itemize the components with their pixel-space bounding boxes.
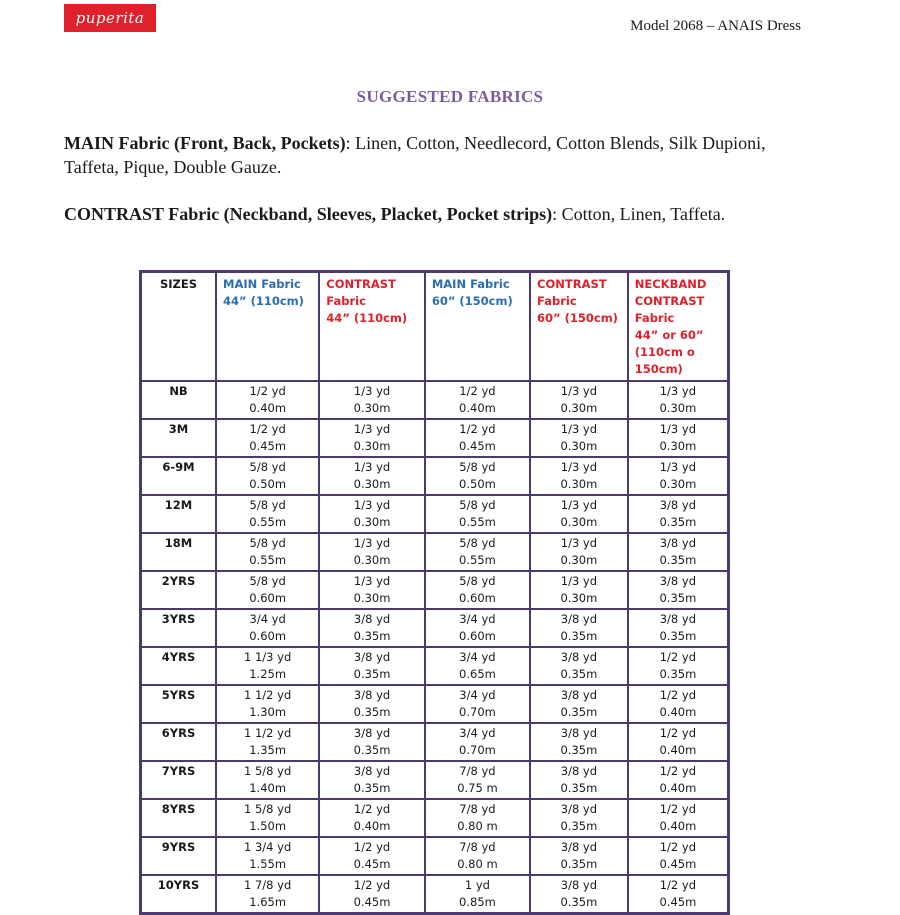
main-44-cell [216, 723, 319, 761]
contrast-fabric-60-header [530, 272, 628, 382]
yardage-value: 1/3 yd [353, 384, 391, 398]
neckband-cell [628, 875, 729, 914]
header-line: CONTRAST [326, 277, 396, 291]
meterage-value: 0.50m [249, 477, 287, 491]
yardage-value: 5/8 yd [459, 460, 496, 474]
header-line: 44” (110cm) [223, 294, 304, 308]
yardage-value: 1/3 yd [659, 422, 697, 436]
meterage-value: 0.45m [353, 857, 391, 871]
yardage-value: 3/4 yd [459, 650, 496, 664]
header-line: SIZES [159, 277, 198, 291]
yardage-value: 1/3 yd [353, 536, 391, 550]
yardage-value: 1/3 yd [659, 384, 697, 398]
neckband-cell [628, 495, 729, 533]
contrast-60-cell [530, 457, 628, 495]
yardage-value: 1/2 yd [459, 384, 496, 398]
yardage-value: 1/3 yd [560, 460, 598, 474]
table-row [141, 609, 729, 647]
meterage-value: 1.25m [249, 667, 287, 681]
yardage-value: 3/8 yd [353, 688, 391, 702]
header-line: MAIN Fabric [223, 277, 301, 291]
header-line: MAIN Fabric [431, 277, 510, 291]
yardage-value: 3/8 yd [659, 498, 697, 512]
yardage-value: 1/2 yd [659, 802, 697, 816]
size-cell: 3M [141, 419, 217, 457]
contrast-44-cell [319, 495, 425, 533]
main-60-cell [425, 685, 530, 723]
contrast-60-cell [530, 837, 628, 875]
meterage-value: 0.35m [353, 743, 391, 757]
meterage-value: 0.30m [353, 401, 391, 415]
yardage-value: 5/8 yd [459, 574, 496, 588]
meterage-value: 0.35m [560, 857, 598, 871]
meterage-value: 1.65m [249, 895, 287, 909]
yardage-value: 5/8 yd [459, 498, 496, 512]
meterage-value: 0.35m [353, 781, 391, 795]
table-body [141, 381, 729, 914]
meterage-value: 0.60m [249, 629, 287, 643]
yardage-value: 1/2 yd [353, 840, 391, 854]
header-line: (110cm o [634, 345, 695, 359]
yardage-value: 1/3 yd [560, 384, 598, 398]
main-60-cell [425, 647, 530, 685]
main-44-cell [216, 875, 319, 914]
contrast-44-cell [319, 837, 425, 875]
yardage-value: 3/8 yd [659, 536, 697, 550]
contrast-60-cell [530, 647, 628, 685]
meterage-value: 0.40m [659, 705, 697, 719]
meterage-value: 0.35m [659, 591, 697, 605]
contrast-60-cell [530, 495, 628, 533]
main-60-cell [425, 761, 530, 799]
meterage-value: 1.35m [249, 743, 287, 757]
contrast-44-cell [319, 533, 425, 571]
yardage-value: 1/2 yd [659, 726, 697, 740]
meterage-value: 1.30m [249, 705, 287, 719]
meterage-value: 0.45m [659, 857, 697, 871]
contrast-60-cell [530, 875, 628, 914]
main-fabric-60-header [425, 272, 530, 382]
main-60-cell [425, 495, 530, 533]
contrast-44-cell [319, 609, 425, 647]
yardage-value: 1/3 yd [659, 460, 697, 474]
neckband-cell [628, 571, 729, 609]
neckband-cell [628, 609, 729, 647]
meterage-value: 0.35m [560, 819, 598, 833]
meterage-value: 0.60m [249, 591, 287, 605]
size-cell: 2YRS [141, 571, 217, 609]
yardage-value: 1/2 yd [659, 840, 697, 854]
meterage-value: 0.30m [353, 477, 391, 491]
yardage-value: 1/2 yd [353, 802, 391, 816]
contrast-44-cell [319, 647, 425, 685]
yardage-value: 3/8 yd [353, 726, 391, 740]
yardage-value: 7/8 yd [459, 840, 496, 854]
size-cell: NB [141, 381, 217, 419]
contrast-44-cell [319, 381, 425, 419]
meterage-value: 0.35m [560, 667, 598, 681]
yardage-value: 7/8 yd [459, 764, 496, 778]
contrast-60-cell [530, 419, 628, 457]
size-cell: 8YRS [141, 799, 217, 837]
meterage-value: 0.30m [560, 591, 598, 605]
main-44-cell [216, 419, 319, 457]
main-60-cell [425, 571, 530, 609]
contrast-60-cell [530, 799, 628, 837]
yardage-value: 1/3 yd [560, 422, 598, 436]
neckband-cell [628, 419, 729, 457]
table-row [141, 381, 729, 419]
meterage-value: 0.45m [459, 439, 496, 453]
section-title: SUGGESTED FABRICS [356, 87, 544, 106]
main-60-cell [425, 723, 530, 761]
meterage-value: 0.30m [659, 401, 697, 415]
contrast-60-cell [530, 533, 628, 571]
header-line: Fabric [537, 294, 577, 308]
header-line: 60” (150cm) [537, 311, 618, 325]
neckband-cell [628, 647, 729, 685]
yardage-value: 1 7/8 yd [244, 878, 292, 892]
yardage-value: 1/2 yd [249, 384, 286, 398]
main-44-cell [216, 495, 319, 533]
meterage-value: 0.80 m [457, 819, 498, 833]
meterage-value: 0.40m [659, 819, 697, 833]
meterage-value: 0.70m [459, 705, 496, 719]
yardage-value: 5/8 yd [249, 536, 286, 550]
meterage-value: 0.55m [459, 515, 496, 529]
header-line: 44” or 60” [634, 328, 704, 342]
yardage-value: 1/3 yd [560, 536, 598, 550]
meterage-value: 0.30m [353, 591, 391, 605]
table-row [141, 723, 729, 761]
yardage-value: 3/8 yd [560, 878, 598, 892]
contrast-44-cell [319, 723, 425, 761]
puperita-logo: puperita [64, 4, 156, 32]
size-cell: 3YRS [141, 609, 217, 647]
header-line: NECKBAND [634, 277, 707, 291]
table-row [141, 571, 729, 609]
yardage-value: 1 1/3 yd [244, 650, 292, 664]
yardage-value: 3/8 yd [560, 688, 598, 702]
contrast-44-cell [319, 685, 425, 723]
yardage-value: 5/8 yd [249, 498, 286, 512]
yardage-value: 1/3 yd [560, 574, 598, 588]
table-row [141, 875, 729, 914]
contrast-44-cell [319, 457, 425, 495]
meterage-value: 0.40m [659, 781, 697, 795]
neckband-cell [628, 381, 729, 419]
meterage-value: 0.55m [459, 553, 496, 567]
main-44-cell [216, 647, 319, 685]
sizes-header [141, 272, 217, 382]
meterage-value: 0.35m [659, 553, 697, 567]
meterage-value: 0.35m [560, 743, 598, 757]
neckband-cell [628, 837, 729, 875]
yardage-value: 1/2 yd [459, 422, 496, 436]
header-line: CONTRAST [537, 277, 607, 291]
yardage-value: 1/3 yd [560, 498, 598, 512]
yardage-value: 1 1/2 yd [244, 726, 292, 740]
table-row [141, 533, 729, 571]
meterage-value: 0.40m [249, 401, 287, 415]
neckband-cell [628, 533, 729, 571]
main-fabric-44-header [216, 272, 319, 382]
neckband-cell [628, 723, 729, 761]
yardage-value: 1 5/8 yd [244, 764, 292, 778]
main-fabric-label: MAIN Fabric (Front, Back, Pockets) [64, 133, 346, 153]
meterage-value: 0.80 m [457, 857, 498, 871]
header-line: 44” (110cm) [326, 311, 408, 325]
yardage-value: 3/4 yd [459, 612, 496, 626]
main-60-cell [425, 381, 530, 419]
contrast-60-cell [530, 609, 628, 647]
contrast-60-cell [530, 685, 628, 723]
table-row [141, 837, 729, 875]
meterage-value: 1.40m [249, 781, 287, 795]
contrast-fabric-44-header [319, 272, 425, 382]
main-fabric-paragraph [64, 131, 824, 179]
yardage-value: 1/2 yd [659, 688, 697, 702]
table-row [141, 799, 729, 837]
meterage-value: 0.40m [459, 401, 496, 415]
contrast-60-cell [530, 571, 628, 609]
main-60-cell [425, 457, 530, 495]
yardage-value: 3/8 yd [560, 612, 598, 626]
size-cell: 12M [141, 495, 217, 533]
contrast-44-cell [319, 875, 425, 914]
yardage-value: 3/8 yd [353, 764, 391, 778]
meterage-value: 0.30m [560, 553, 598, 567]
contrast-fabric-list: : Cotton, Linen, Taffeta. [552, 204, 726, 224]
main-fabric-list: : Linen, Cotton, Needlecord, Cotton Blends, Silk Dupioni, Taffeta, Pique, Double Gauze. [64, 133, 766, 177]
header-line: Fabric [326, 294, 366, 308]
model-title: Model 2068 – ANAIS Dress [630, 18, 801, 34]
meterage-value: 0.85m [459, 895, 496, 909]
main-44-cell [216, 685, 319, 723]
yardage-value: 1/3 yd [353, 422, 391, 436]
meterage-value: 0.30m [659, 439, 697, 453]
contrast-44-cell [319, 571, 425, 609]
size-cell: 7YRS [141, 761, 217, 799]
yardage-value: 5/8 yd [249, 574, 286, 588]
yardage-value: 3/4 yd [249, 612, 286, 626]
yardage-value: 3/8 yd [659, 612, 697, 626]
meterage-value: 0.70m [459, 743, 496, 757]
main-60-cell [425, 419, 530, 457]
meterage-value: 0.35m [560, 629, 598, 643]
meterage-value: 0.35m [353, 667, 391, 681]
yardage-value: 3/8 yd [659, 574, 697, 588]
meterage-value: 0.75 m [457, 781, 498, 795]
size-cell: 10YRS [141, 875, 217, 914]
main-44-cell [216, 799, 319, 837]
contrast-fabric-paragraph [64, 202, 824, 226]
meterage-value: 0.35m [659, 667, 697, 681]
contrast-60-cell [530, 381, 628, 419]
yardage-value: 3/8 yd [560, 840, 598, 854]
yardage-value: 3/8 yd [353, 650, 391, 664]
main-60-cell [425, 533, 530, 571]
main-60-cell [425, 837, 530, 875]
yardage-value: 1/3 yd [353, 460, 391, 474]
header-line: 60” (150cm) [431, 294, 513, 308]
meterage-value: 0.35m [560, 781, 598, 795]
meterage-value: 0.60m [459, 629, 496, 643]
yardage-value: 3/8 yd [353, 612, 391, 626]
meterage-value: 0.35m [659, 629, 697, 643]
main-44-cell [216, 381, 319, 419]
yardage-value: 1 yd [464, 878, 490, 892]
yardage-value: 5/8 yd [459, 536, 496, 550]
contrast-60-cell [530, 723, 628, 761]
yardage-value: 3/8 yd [560, 726, 598, 740]
table-row [141, 647, 729, 685]
yardage-value: 3/8 yd [560, 650, 598, 664]
contrast-60-cell [530, 761, 628, 799]
yardage-value: 7/8 yd [459, 802, 496, 816]
meterage-value: 0.30m [353, 553, 391, 567]
yardage-value: 1/2 yd [659, 650, 697, 664]
contrast-fabric-label: CONTRAST Fabric (Neckband, Sleeves, Placket, Pocket strips) [64, 204, 553, 224]
table-row [141, 685, 729, 723]
size-cell: 9YRS [141, 837, 217, 875]
meterage-value: 0.35m [560, 705, 598, 719]
yardage-value: 3/4 yd [459, 688, 496, 702]
header-line: Fabric [634, 311, 675, 325]
yardage-value: 1/2 yd [659, 764, 697, 778]
meterage-value: 0.55m [249, 553, 287, 567]
meterage-value: 0.45m [249, 439, 287, 453]
yardage-value: 3/4 yd [459, 726, 496, 740]
neckband-cell [628, 457, 729, 495]
size-cell: 5YRS [141, 685, 217, 723]
meterage-value: 0.30m [353, 439, 391, 453]
main-60-cell [425, 799, 530, 837]
meterage-value: 0.60m [459, 591, 496, 605]
main-44-cell [216, 837, 319, 875]
meterage-value: 0.30m [560, 401, 598, 415]
meterage-value: 0.35m [353, 705, 391, 719]
meterage-value: 0.40m [659, 743, 697, 757]
main-44-cell [216, 761, 319, 799]
yardage-value: 1/2 yd [659, 878, 697, 892]
neckband-contrast-header [628, 272, 729, 382]
size-cell: 4YRS [141, 647, 217, 685]
table-row [141, 761, 729, 799]
table-header-row [141, 272, 729, 382]
meterage-value: 0.30m [560, 439, 598, 453]
table-row [141, 419, 729, 457]
header-line: CONTRAST [634, 294, 705, 308]
yardage-value: 1 1/2 yd [244, 688, 292, 702]
main-44-cell [216, 533, 319, 571]
yardage-value: 5/8 yd [249, 460, 286, 474]
meterage-value: 0.30m [560, 515, 598, 529]
yardage-value: 1/2 yd [353, 878, 391, 892]
contrast-44-cell [319, 761, 425, 799]
meterage-value: 0.30m [659, 477, 697, 491]
yardage-value: 1 5/8 yd [244, 802, 292, 816]
header-line: 150cm) [634, 362, 683, 376]
meterage-value: 0.35m [560, 895, 598, 909]
yardage-value: 3/8 yd [560, 764, 598, 778]
yardage-value: 1/3 yd [353, 574, 391, 588]
yardage-value: 1 3/4 yd [244, 840, 292, 854]
main-44-cell [216, 457, 319, 495]
fabric-requirements-table [139, 270, 730, 915]
table-row [141, 457, 729, 495]
main-60-cell [425, 875, 530, 914]
meterage-value: 0.35m [659, 515, 697, 529]
contrast-44-cell [319, 799, 425, 837]
neckband-cell [628, 761, 729, 799]
size-cell: 6YRS [141, 723, 217, 761]
yardage-value: 3/8 yd [560, 802, 598, 816]
contrast-44-cell [319, 419, 425, 457]
meterage-value: 0.30m [560, 477, 598, 491]
meterage-value: 0.65m [459, 667, 496, 681]
main-44-cell [216, 571, 319, 609]
neckband-cell [628, 799, 729, 837]
yardage-value: 1/2 yd [249, 422, 286, 436]
main-44-cell [216, 609, 319, 647]
meterage-value: 0.35m [353, 629, 391, 643]
size-cell: 18M [141, 533, 217, 571]
yardage-value: 1/3 yd [353, 498, 391, 512]
meterage-value: 0.55m [249, 515, 287, 529]
meterage-value: 0.45m [659, 895, 697, 909]
main-60-cell [425, 609, 530, 647]
meterage-value: 0.45m [353, 895, 391, 909]
meterage-value: 0.50m [459, 477, 496, 491]
size-cell: 6-9M [141, 457, 217, 495]
meterage-value: 1.50m [249, 819, 287, 833]
meterage-value: 0.30m [353, 515, 391, 529]
meterage-value: 0.40m [353, 819, 391, 833]
table-row [141, 495, 729, 533]
neckband-cell [628, 685, 729, 723]
meterage-value: 1.55m [249, 857, 287, 871]
